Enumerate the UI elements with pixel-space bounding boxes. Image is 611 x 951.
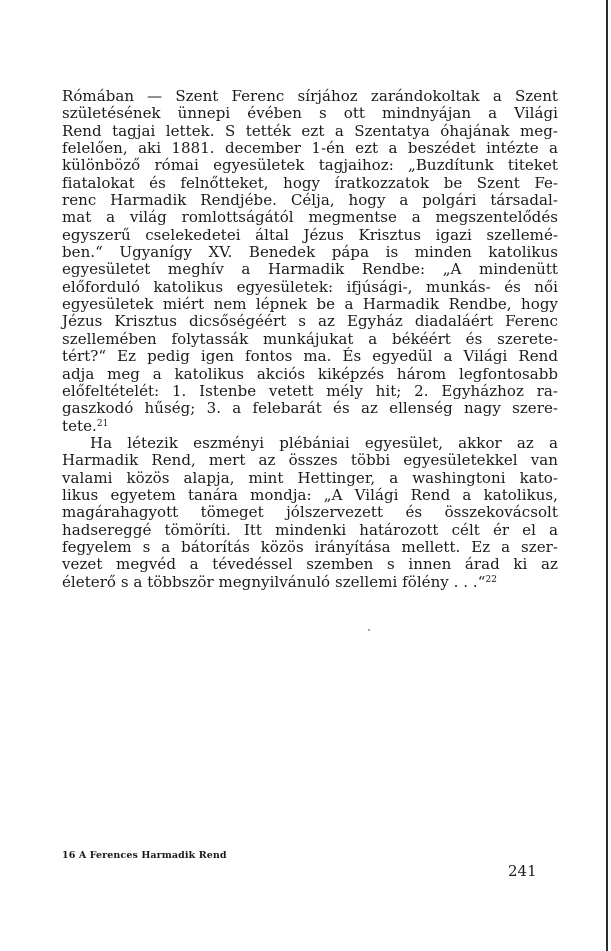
text-line: gaszkodó hűség; 3. a felebarát és az ellenség nagy szere-	[62, 399, 558, 418]
text-line: hadsereggé tömöríti. Itt mindenki határozott célt ér el a	[62, 520, 558, 539]
text-line: ben.“ Ugyanígy XV. Benedek pápa is minden katolikus	[62, 243, 558, 262]
text-line-last	[62, 418, 558, 435]
signature-mark: 16 A Ferences Harmadik Rend	[62, 850, 227, 861]
text-line: renc Harmadik Rendjébe. Célja, hogy a polgári társadal-	[62, 191, 558, 210]
text-line: Harmadik Rend, mert az összes többi egyesületekkel van	[62, 451, 558, 470]
text-line: Ha létezik eszményi plébániai egyesület, akkor az a	[90, 433, 558, 452]
text-line: egyszerű cselekedetei által Jézus Krisztus igazi szellemé-	[62, 225, 558, 244]
text-line: adja meg a katolikus akciós kiképzés három legfontosabb	[62, 364, 558, 383]
text-line-last	[62, 574, 558, 591]
page-number: 241	[508, 862, 537, 880]
text-line: magárahagyott tömeget jólszervezett és összekovácsolt	[62, 503, 558, 522]
text-line: valami közös alapja, mint Hettinger, a washingtoni kato-	[62, 468, 558, 487]
footnote-ref[interactable]: 21	[96, 418, 109, 429]
print-speck	[368, 629, 370, 631]
text-line: Rómában — Szent Ferenc sírjához zarándokoltak a Szent	[62, 87, 558, 105]
page-edge	[606, 0, 608, 951]
text-line: előforduló katolikus egyesületek: ifjúsági-, munkás- és női	[62, 277, 558, 296]
text-line: likus egyetem tanára mondja: „A Világi Rend a katolikus,	[62, 485, 558, 504]
text-line: egyesületek miért nem lépnek be a Harmadik Rendbe, hogy	[62, 295, 558, 314]
text-line: egyesületet meghív a Harmadik Rendbe: „A mindenütt	[62, 260, 558, 279]
text-line: születésének ünnepi évében s ott mindnyájan a Világi	[62, 104, 558, 123]
text-line: tért?“ Ez pedig igen fontos ma. És egyedül a Világi Rend	[62, 347, 558, 366]
text-line: fegyelem s a bátorítás közös irányítása mellett. Ez a szer-	[62, 537, 558, 556]
text-line: szellemében folytassák munkájukat a békéért és szerete-	[62, 329, 558, 348]
text-line: Jézus Krisztus dicsőségéért s az Egyház diadaláért Ferenc	[62, 312, 558, 331]
footnote-ref[interactable]: 22	[485, 574, 498, 585]
body-text	[62, 88, 558, 591]
text-line: mat a világ romlottságától megmentse a megszentelődés	[62, 208, 558, 227]
text-line: felelően, aki 1881. december 1-én ezt a beszédet intézte a	[62, 139, 558, 158]
text-line: fiatalokat és felnőtteket, hogy íratkozzatok be Szent Fe-	[62, 173, 558, 192]
paragraph-1	[62, 88, 558, 435]
text-line: Rend tagjai lettek. S tették ezt a Szentatya óhajának meg-	[62, 121, 558, 140]
paragraph-2	[62, 435, 558, 591]
line-text: tete.	[62, 416, 97, 435]
text-line: előfeltételét: 1. Istenbe vetett mély hit; 2. Egyházhoz ra-	[62, 381, 558, 400]
text-line: vezet megvéd a tévedéssel szemben s innen árad ki az	[62, 555, 558, 574]
text-line: különböző római egyesületek tagjaihoz: „Buzdítunk titeket	[62, 156, 558, 175]
line-text: életerő s a többször megnyilvánuló szellemi fölény . . .“	[62, 572, 486, 591]
